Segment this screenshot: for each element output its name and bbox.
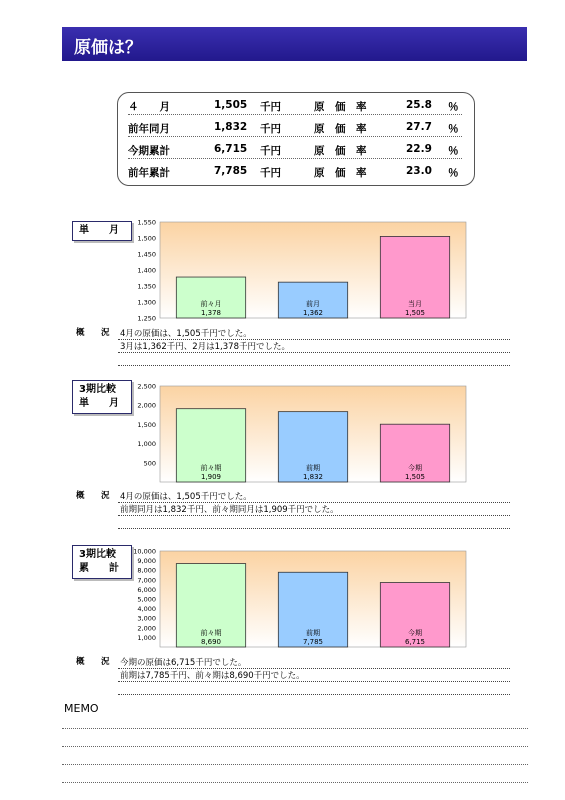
y-tick-label: 1,250: [137, 314, 156, 322]
memo-line[interactable]: [62, 746, 528, 747]
chart-3term-cumulative: [118, 545, 476, 651]
section-label-line: 単 月: [79, 398, 119, 409]
page-title: 原価は？: [74, 38, 142, 58]
summary-row: [118, 117, 474, 139]
comment-label: 概 況: [76, 328, 114, 338]
y-tick-label: 1,400: [137, 266, 156, 275]
comment-line: 前期は7,785千円、前々期は8,690千円でした。: [118, 668, 510, 682]
y-tick-label: 2,000: [137, 401, 156, 410]
summary-pct: 23.0: [406, 165, 432, 177]
y-tick-label: 3,000: [137, 614, 156, 623]
comment-line: [118, 352, 510, 366]
summary-unit: 千円: [260, 101, 281, 113]
comment-label: 概 況: [76, 657, 114, 667]
y-tick-label: 2,500: [137, 382, 156, 391]
bar-value-label: 7,785: [302, 638, 324, 646]
comment-line: 3月は1,362千円、2月は1,378千円でした。: [118, 339, 510, 353]
y-tick-label: 2,000: [137, 624, 156, 633]
y-tick-label: 8,000: [137, 566, 156, 575]
comment-line: 4月の原価は、1,505千円でした。: [118, 326, 510, 340]
summary-pct-unit: ％: [448, 145, 459, 157]
comment-label: 概 況: [76, 491, 114, 501]
summary-pct: 25.8: [406, 99, 432, 111]
y-tick-label: 1,350: [137, 282, 156, 291]
summary-amount: 1,505: [214, 99, 248, 111]
section-label-line: 3期比較: [79, 549, 116, 560]
summary-row: [118, 95, 474, 117]
section-label-line: 累 計: [79, 563, 119, 574]
summary-unit: 千円: [260, 145, 281, 157]
comment-line: [118, 681, 510, 695]
summary-label: ４ 月: [128, 101, 170, 113]
y-tick-label: 1,300: [137, 298, 156, 307]
summary-label: 前年累計: [128, 167, 170, 179]
y-tick-label: 5,000: [137, 595, 156, 604]
comment-line: [118, 515, 510, 529]
section-label-line: 3期比較: [79, 384, 116, 395]
y-tick-label: 1,500: [137, 234, 156, 243]
summary-metric: 原 価 率: [314, 145, 367, 157]
y-tick-label: 1,550: [137, 218, 156, 227]
y-tick-label: 10,000: [133, 547, 156, 556]
summary-box: [117, 92, 475, 186]
bar-value-label: 1,505: [404, 309, 426, 317]
memo-line[interactable]: [62, 728, 528, 729]
memo-title: MEMO: [64, 702, 99, 715]
bar-value-label: 1,505: [404, 473, 426, 481]
bar-category-label: 前々月: [200, 300, 222, 308]
summary-unit: 千円: [260, 167, 281, 179]
summary-row: [118, 161, 474, 183]
summary-metric: 原 価 率: [314, 167, 367, 179]
chart-svg: [118, 216, 476, 322]
summary-metric: 原 価 率: [314, 123, 367, 135]
comment-line: 4月の原価は、1,505千円でした。: [118, 489, 510, 503]
y-tick-label: 4,000: [137, 605, 156, 614]
bar-category-label: 今期: [408, 464, 422, 472]
chart-svg: [118, 545, 476, 651]
y-tick-label: 1,500: [137, 420, 156, 429]
chart-3term-monthly: [118, 380, 476, 486]
bar-value-label: 8,690: [200, 638, 222, 646]
bar-category-label: 前期: [306, 629, 320, 637]
summary-label: 前年同月: [128, 123, 170, 135]
summary-pct-unit: ％: [448, 123, 459, 135]
y-tick-label: 7,000: [137, 576, 156, 585]
y-tick-label: 9,000: [137, 557, 156, 566]
summary-pct-unit: ％: [448, 101, 459, 113]
bar-category-label: 前々期: [200, 629, 222, 637]
chart-monthly: [118, 216, 476, 322]
bar-value-label: 1,378: [200, 309, 222, 317]
title-bar: [62, 27, 527, 61]
y-tick-label: 1,000: [137, 633, 156, 642]
memo-line[interactable]: [62, 782, 528, 783]
summary-pct-unit: ％: [448, 167, 459, 179]
summary-pct: 27.7: [406, 121, 432, 133]
summary-amount: 7,785: [214, 165, 248, 177]
bar-category-label: 前期: [306, 464, 320, 472]
section-label-line: 単 月: [79, 225, 119, 236]
summary-amount: 1,832: [214, 121, 248, 133]
summary-metric: 原 価 率: [314, 101, 367, 113]
summary-unit: 千円: [260, 123, 281, 135]
comment-line: 今期の原価は6,715千円でした。: [118, 655, 510, 669]
bar-value-label: 1,909: [200, 473, 222, 481]
y-tick-label: 6,000: [137, 585, 156, 594]
bar-value-label: 6,715: [404, 638, 426, 646]
bar-category-label: 前月: [306, 300, 320, 308]
summary-label: 今期累計: [128, 145, 170, 157]
comment-line: 前期同月は1,832千円、前々期同月は1,909千円でした。: [118, 502, 510, 516]
y-tick-label: 1,450: [137, 250, 156, 259]
chart-svg: [118, 380, 476, 486]
y-tick-label: 1,000: [137, 440, 156, 449]
bar-category-label: 今期: [408, 629, 422, 637]
bar-value-label: 1,362: [302, 309, 324, 317]
y-tick-label: 500: [143, 459, 156, 468]
summary-pct: 22.9: [406, 143, 432, 155]
summary-amount: 6,715: [214, 143, 248, 155]
bar-value-label: 1,832: [302, 473, 324, 481]
summary-row: [118, 139, 474, 161]
bar-category-label: 当月: [408, 300, 422, 308]
memo-line[interactable]: [62, 764, 528, 765]
bar-category-label: 前々期: [200, 464, 222, 472]
